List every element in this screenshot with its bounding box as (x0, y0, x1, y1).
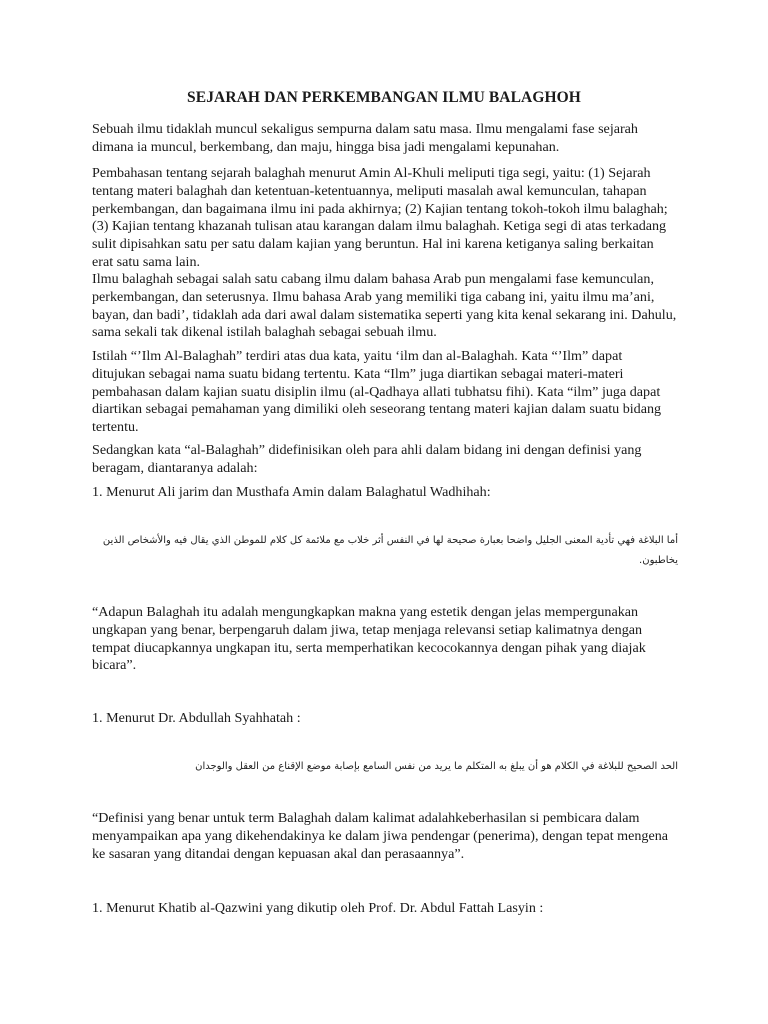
document-title: SEJARAH DAN PERKEMBANGAN ILMU BALAGHOH (187, 89, 581, 106)
paragraph-ilmu-balaghah: Ilmu balaghah sebagai salah satu cabang ilmu dalam bahasa Arab pun mengalami fase kemunculan, perkembangan, dan seterusnya. Ilmu bahasa Arab yang memiliki tiga cabang ini, yaitu ilmu ma’ani, bayan, dan badi’, tidaklah ada dari awal dalam sistematika seperti yang kita kenal sekarang ini. Dahulu, sama sekali tak dikenal istilah balaghah sebagai sebuah ilmu. (92, 271, 677, 341)
list-item-ali-jarim: 1. Menurut Ali jarim dan Musthafa Amin dalam Balaghatul Wadhihah: (92, 484, 491, 500)
paragraph-sedangkan: Sedangkan kata “al-Balaghah” didefinisikan oleh para ahli dalam bidang ini dengan definisi yang beragam, diantaranya adalah: (92, 442, 642, 476)
translation-quote-1: “Adapun Balaghah itu adalah mengungkapkan makna yang estetik dengan jelas mempergunakan ungkapan yang benar, berpengaruh dalam jiwa, tetap menjaga relevansi setiap kalimatnya dengan tempat diucapkannya ungkapan itu, serta memperhatikan kecocokannya dengan pihak yang diajak bicara”. (92, 604, 646, 674)
paragraph-istilah: Istilah “’Ilm Al-Balaghah” terdiri atas dua kata, yaitu ‘ilm dan al-Balaghah. Kata “’Ilm” dapat ditujukan sebagai nama suatu bidang tertentu. Kata “Ilm” juga diartikan sebagai materi-materi pembahasan dalam kajian suatu disiplin ilmu (al-Qadhaya allati tubhatsu fihi). Kata “ilm” juga dapat diartikan sebagai pemahaman yang dimiliki oleh seseorang tentang materi kajian dalam suatu bidang tertentu. (92, 348, 662, 436)
arabic-quote-2: الحد الصحيح للبلاغة في الكلام هو أن يبلغ به المتكلم ما يريد من نفس السامع بإصابة موضع الإقناع من العقل والوجدان (195, 761, 678, 772)
arabic-quote-1: أما البلاغة فهي تأدية المعنى الجليل واضحا بعبارة صحيحة لها في النفس أثر خلاب مع ملائمة كل كلام للموطن الذي يقال فيه والأشخاص الذين يخاطبون. (102, 535, 678, 566)
list-item-khatib-al-qazwini: 1. Menurut Khatib al-Qazwini yang dikutip oleh Prof. Dr. Abdul Fattah Lasyin : (92, 900, 544, 916)
list-item-abdullah-syahhatah: 1. Menurut Dr. Abdullah Syahhatah : (92, 710, 301, 726)
paragraph-intro: Sebuah ilmu tidaklah muncul sekaligus sempurna dalam satu masa. Ilmu mengalami fase sejarah dimana ia muncul, berkembang, dan maju, hingga bisa jadi mengalami kepunahan. (92, 121, 638, 155)
translation-quote-2: “Definisi yang benar untuk term Balaghah dalam kalimat adalahkeberhasilan si pembicara dalam menyampaikan apa yang dikehendakinya ke dalam jiwa pendengar (penerima), dengan tepat mengena ke sasaran yang ditandai dengan kepuasan akal dan perasaannya”. (92, 810, 669, 862)
paragraph-amin-al-khuli: Pembahasan tentang sejarah balaghah menurut Amin Al-Khuli meliputi tiga segi, yaitu: (1) Sejarah tentang materi balaghah dan ketentuan-ketentuannya, meliputi masalah awal kemunculan, tahapan perkembangan, dan bagaimana ilmu ini pada akhirnya; (2) Kajian tentang tokoh-tokoh ilmu balaghah; (3) Kajian tentang khazanah tulisan atau karangan dalam ilmu balaghah. Ketiga segi di atas terkadang sulit dipisahkan satu per satu dalam kajian yang beruntun. Hal ini karena ketiganya saling berkaitan erat satu sama lain. (92, 165, 668, 270)
